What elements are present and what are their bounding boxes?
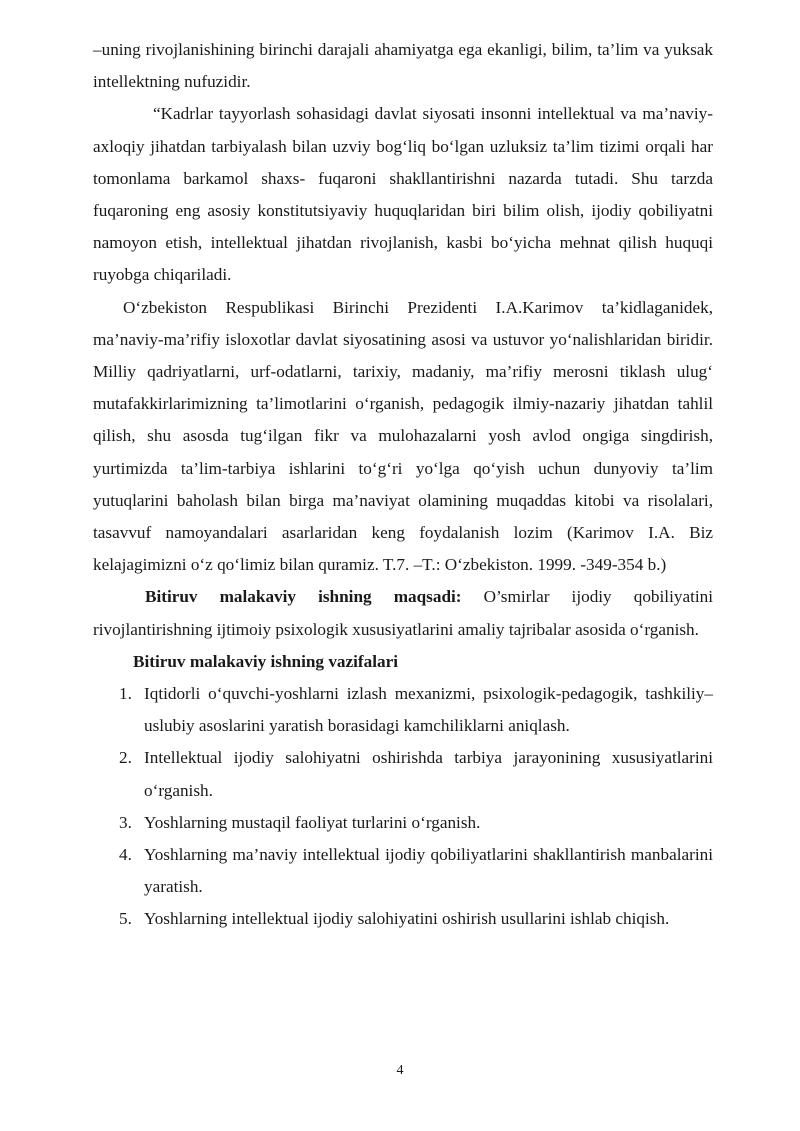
list-item bbox=[93, 807, 713, 839]
list-item-text: Intellektual ijodiy salohiyatni oshirishda tarbiya jarayonining xususiyatlarini o‘rganish. bbox=[144, 748, 713, 800]
list-item-number: 2. bbox=[119, 748, 132, 768]
page-number: 4 bbox=[396, 1063, 404, 1078]
tasks-list bbox=[93, 678, 713, 936]
list-item bbox=[93, 839, 713, 903]
list-item bbox=[93, 903, 713, 935]
list-item-text: Yoshlarning mustaqil faoliyat turlarini o‘rganish. bbox=[144, 812, 481, 832]
list-item-text: Yoshlarning intellektual ijodiy salohiyatini oshirish usullarini ishlab chiqish. bbox=[144, 909, 670, 929]
list-item-number: 3. bbox=[119, 812, 132, 832]
page-content bbox=[93, 34, 713, 936]
list-item-number: 1. bbox=[119, 684, 132, 704]
list-item-text: Yoshlarning ma’naviy intellektual ijodiy qobiliyatlarini shakllantirish manbalarini yaratish. bbox=[144, 845, 713, 897]
list-item-text: Iqtidorli o‘quvchi-yoshlarni izlash mexanizmi, psixologik-pedagogik, tashkiliy–uslubiy asoslarini yaratish borasidagi kamchiliklarni aniqlash. bbox=[144, 684, 713, 736]
goal-label: Bitiruv malakaviy ishning maqsadi: bbox=[145, 587, 462, 607]
paragraph-goal bbox=[93, 581, 713, 645]
goal-text: O’smirlar ijodiy qobiliyatini rivojlantirishning ijtimoiy psixologik xususiyatlarini amaliy tajribalar asosida o‘rganish. bbox=[93, 587, 713, 639]
paragraph-intro: –uning rivojlanishining birinchi darajali ahamiyatga ega ekanligi, bilim, ta’lim va yuksak intellektning nufuzidir. bbox=[93, 40, 713, 92]
list-item bbox=[93, 742, 713, 806]
list-item-number: 4. bbox=[119, 845, 132, 865]
tasks-heading: Bitiruv malakaviy ishning vazifalari bbox=[133, 651, 398, 671]
list-item bbox=[93, 678, 713, 742]
paragraph-karimov: O‘zbekiston Respublikasi Birinchi Prezidenti I.A.Karimov ta’kidlaganidek, ma’naviy-ma’rifiy isloxotlar davlat siyosatining asosi va ustuvor yo‘nalishlaridan biridir. Milliy qadriyatlarni, urf-odatlarni, tarixiy, madaniy, ma’rifiy merosni tiklash ulug‘ mutafakkirlarimizning ta’limotlarini o‘rganish, pedagogik ilmiy-nazariy jihatdan tahlil qilish, shu asosda tug‘ilgan fikr va mulohazalarni yosh avlod ongiga singdirish, yurtimizda ta’lim-tarbiya ishlarini to‘g‘ri yo‘lga qo‘yish uchun dunyoviy ta’lim yutuqlarini baholash bilan birga ma’naviyat olamining muqaddas kitobi va risolalari, tasavvuf namoyandalari asarlaridan keng foydalanish lozim (Karimov I.A. Biz kelajagimizni o‘z qo‘limiz bilan quramiz. T.7. –T.: O‘zbekiston. 1999. -349-354 b.) bbox=[93, 297, 713, 575]
paragraph-quote: “Kadrlar tayyorlash sohasidagi davlat siyosati insonni intellektual va ma’naviy-axloqiy jihatdan tarbiyalash bilan uzviy bog‘liq bo‘lgan uzluksiz ta’lim tizimi orqali har tomonlama barkamol shaxs- fuqaroni shakllantirishni nazarda tutadi. Shu tarzda fuqaroning eng asosiy konstitutsiyaviy huquqlaridan biri bilim olish, ijodiy qobiliyatni namoyon etish, intellektual jihatdan rivojlanish, kasbi bo‘yicha mehnat qilish huquqi ruyobga chiqariladi. bbox=[93, 104, 713, 285]
list-item-number: 5. bbox=[119, 909, 132, 929]
